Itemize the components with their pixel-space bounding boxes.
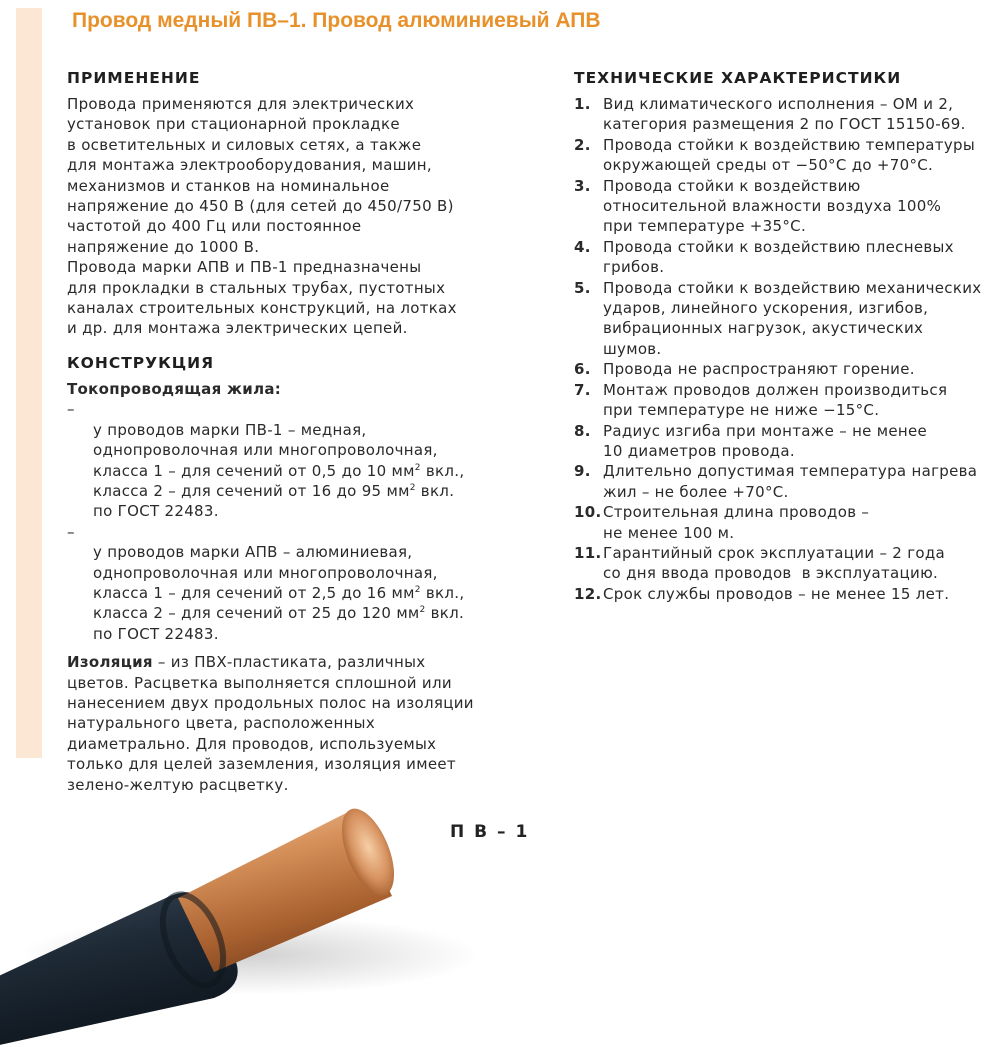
spec-item-11 xyxy=(574,543,993,584)
conductor-item-text: у проводов марки АПВ – алюминиевая, однопроволочная или многопроволочная, класса 1 – для сечений от 2,5 до 16 мм xyxy=(93,543,438,602)
insulation-text: – из ПВХ-пластиката, различных цветов. Расцветка выполняется сплошной или нанесением двух продольных полос на изоляции натурального цвета, расположенных диаметрально. Для проводов, используемых только для целей заземления, изоляция имеет зелено-желтую расцветку. xyxy=(67,653,474,794)
application-heading: ПРИМЕНЕНИЕ xyxy=(67,69,201,87)
application-paragraph-2: Провода марки АПВ и ПВ-1 предназначены для прокладки в стальных трубах, пустотных каналах строительных конструкций, на лотках и др. для монтажа электрических цепей. xyxy=(67,258,457,338)
spec-item-12 xyxy=(574,584,993,604)
spec-number: 2. xyxy=(574,135,591,154)
right-column xyxy=(574,68,993,604)
spec-text: Длительно допустимая температура нагрева жил – не более +70°С. xyxy=(603,462,978,501)
insulation-paragraph xyxy=(67,652,557,795)
spec-item-6 xyxy=(574,359,993,379)
conductor-item-text: вкл. по ГОСТ 22483. xyxy=(93,481,455,521)
spec-item-5 xyxy=(574,278,993,360)
spec-number: 12. xyxy=(574,584,602,603)
dash-bullet: – xyxy=(67,400,75,419)
spec-text: Срок службы проводов – не менее 15 лет. xyxy=(603,584,950,603)
insulation-label: Изоляция xyxy=(67,653,153,672)
spec-text: Провода стойки к воздействию относительной влажности воздуха 100% при температуре +35°С. xyxy=(603,176,942,236)
spec-item-3 xyxy=(574,176,993,237)
conductor-item-copper xyxy=(67,399,557,521)
spec-item-9 xyxy=(574,461,993,502)
application-paragraph-1: Провода применяются для электрических установок при стационарной прокладке в осветительных и силовых сетях, а также для монтажа электрооборудования, машин, механизмов и станков на номинальное напряжение до 450 В (для сетей до 450/750 В) частотой до 400 Гц или постоянное напряжение до 1000 В. xyxy=(67,95,454,256)
cable-illustration xyxy=(0,780,520,1047)
spec-text: Провода стойки к воздействию температуры окружающей среды от −50°С до +70°С. xyxy=(603,135,975,175)
spec-item-7 xyxy=(574,380,993,421)
spec-text: Провода не распространяют горение. xyxy=(603,360,915,379)
construction-heading: КОНСТРУКЦИЯ xyxy=(67,353,215,372)
product-label: П В – 1 xyxy=(450,822,530,842)
spec-number: 10. xyxy=(574,503,602,522)
spec-text: Гарантийный срок эксплуатации – 2 года со дня ввода проводов в эксплуатацию. xyxy=(603,543,946,583)
superscript: 2 xyxy=(409,482,416,493)
superscript: 2 xyxy=(414,462,421,473)
left-column xyxy=(67,68,557,795)
spec-item-4 xyxy=(574,237,993,278)
spec-number: 3. xyxy=(574,176,591,195)
construction-section xyxy=(67,353,557,795)
conductor-item-text: у проводов марки ПВ-1 – медная, однопроволочная или многопроволочная, класса 1 – для сечений от 0,5 до 10 мм xyxy=(93,420,438,480)
superscript: 2 xyxy=(419,605,426,616)
spec-number: 8. xyxy=(574,421,591,440)
spec-number: 9. xyxy=(574,462,591,481)
spec-number: 5. xyxy=(574,278,591,297)
conductor-heading: Токопроводящая жила: xyxy=(67,379,282,398)
spec-text: Строительная длина проводов – не менее 100 м. xyxy=(603,503,870,542)
spec-text: Провода стойки к воздействию плесневых грибов. xyxy=(603,237,954,277)
spec-number: 7. xyxy=(574,380,591,399)
spec-number: 6. xyxy=(574,360,591,379)
specs-list xyxy=(574,94,993,604)
spec-item-2 xyxy=(574,135,993,176)
dash-bullet: – xyxy=(67,522,75,541)
spec-text: Вид климатического исполнения – ОМ и 2, категория размещения 2 по ГОСТ 15150-69. xyxy=(603,95,966,134)
conductor-item-text: вкл. по ГОСТ 22483. xyxy=(93,604,465,643)
spec-text: Монтаж проводов должен производиться при температуре не ниже −15°С. xyxy=(603,380,948,420)
page-title: Провод медный ПВ–1. Провод алюминиевый АПВ xyxy=(72,9,601,32)
specs-heading: ТЕХНИЧЕСКИЕ ХАРАКТЕРИСТИКИ xyxy=(574,69,902,87)
spec-number: 11. xyxy=(574,543,602,562)
conductor-item-text: вкл., класса 2 – для сечений от 16 до 95 мм xyxy=(93,461,465,500)
spec-item-1 xyxy=(574,94,993,135)
spec-text: Провода стойки к воздействию механических ударов, линейного ускорения, изгибов, вибрационных нагрузок, акустических шумов. xyxy=(603,278,982,358)
application-section xyxy=(67,68,557,339)
conductor-item-text: вкл., класса 2 – для сечений от 25 до 120 мм xyxy=(93,583,465,623)
spec-text: Радиус изгиба при монтаже – не менее 10 диаметров провода. xyxy=(603,421,928,460)
superscript: 2 xyxy=(414,584,421,595)
side-accent-bar xyxy=(16,8,42,758)
spec-item-10 xyxy=(574,502,993,543)
spec-number: 4. xyxy=(574,237,591,256)
conductor-item-aluminium xyxy=(67,522,557,644)
spec-item-8 xyxy=(574,421,993,462)
spec-number: 1. xyxy=(574,95,591,113)
